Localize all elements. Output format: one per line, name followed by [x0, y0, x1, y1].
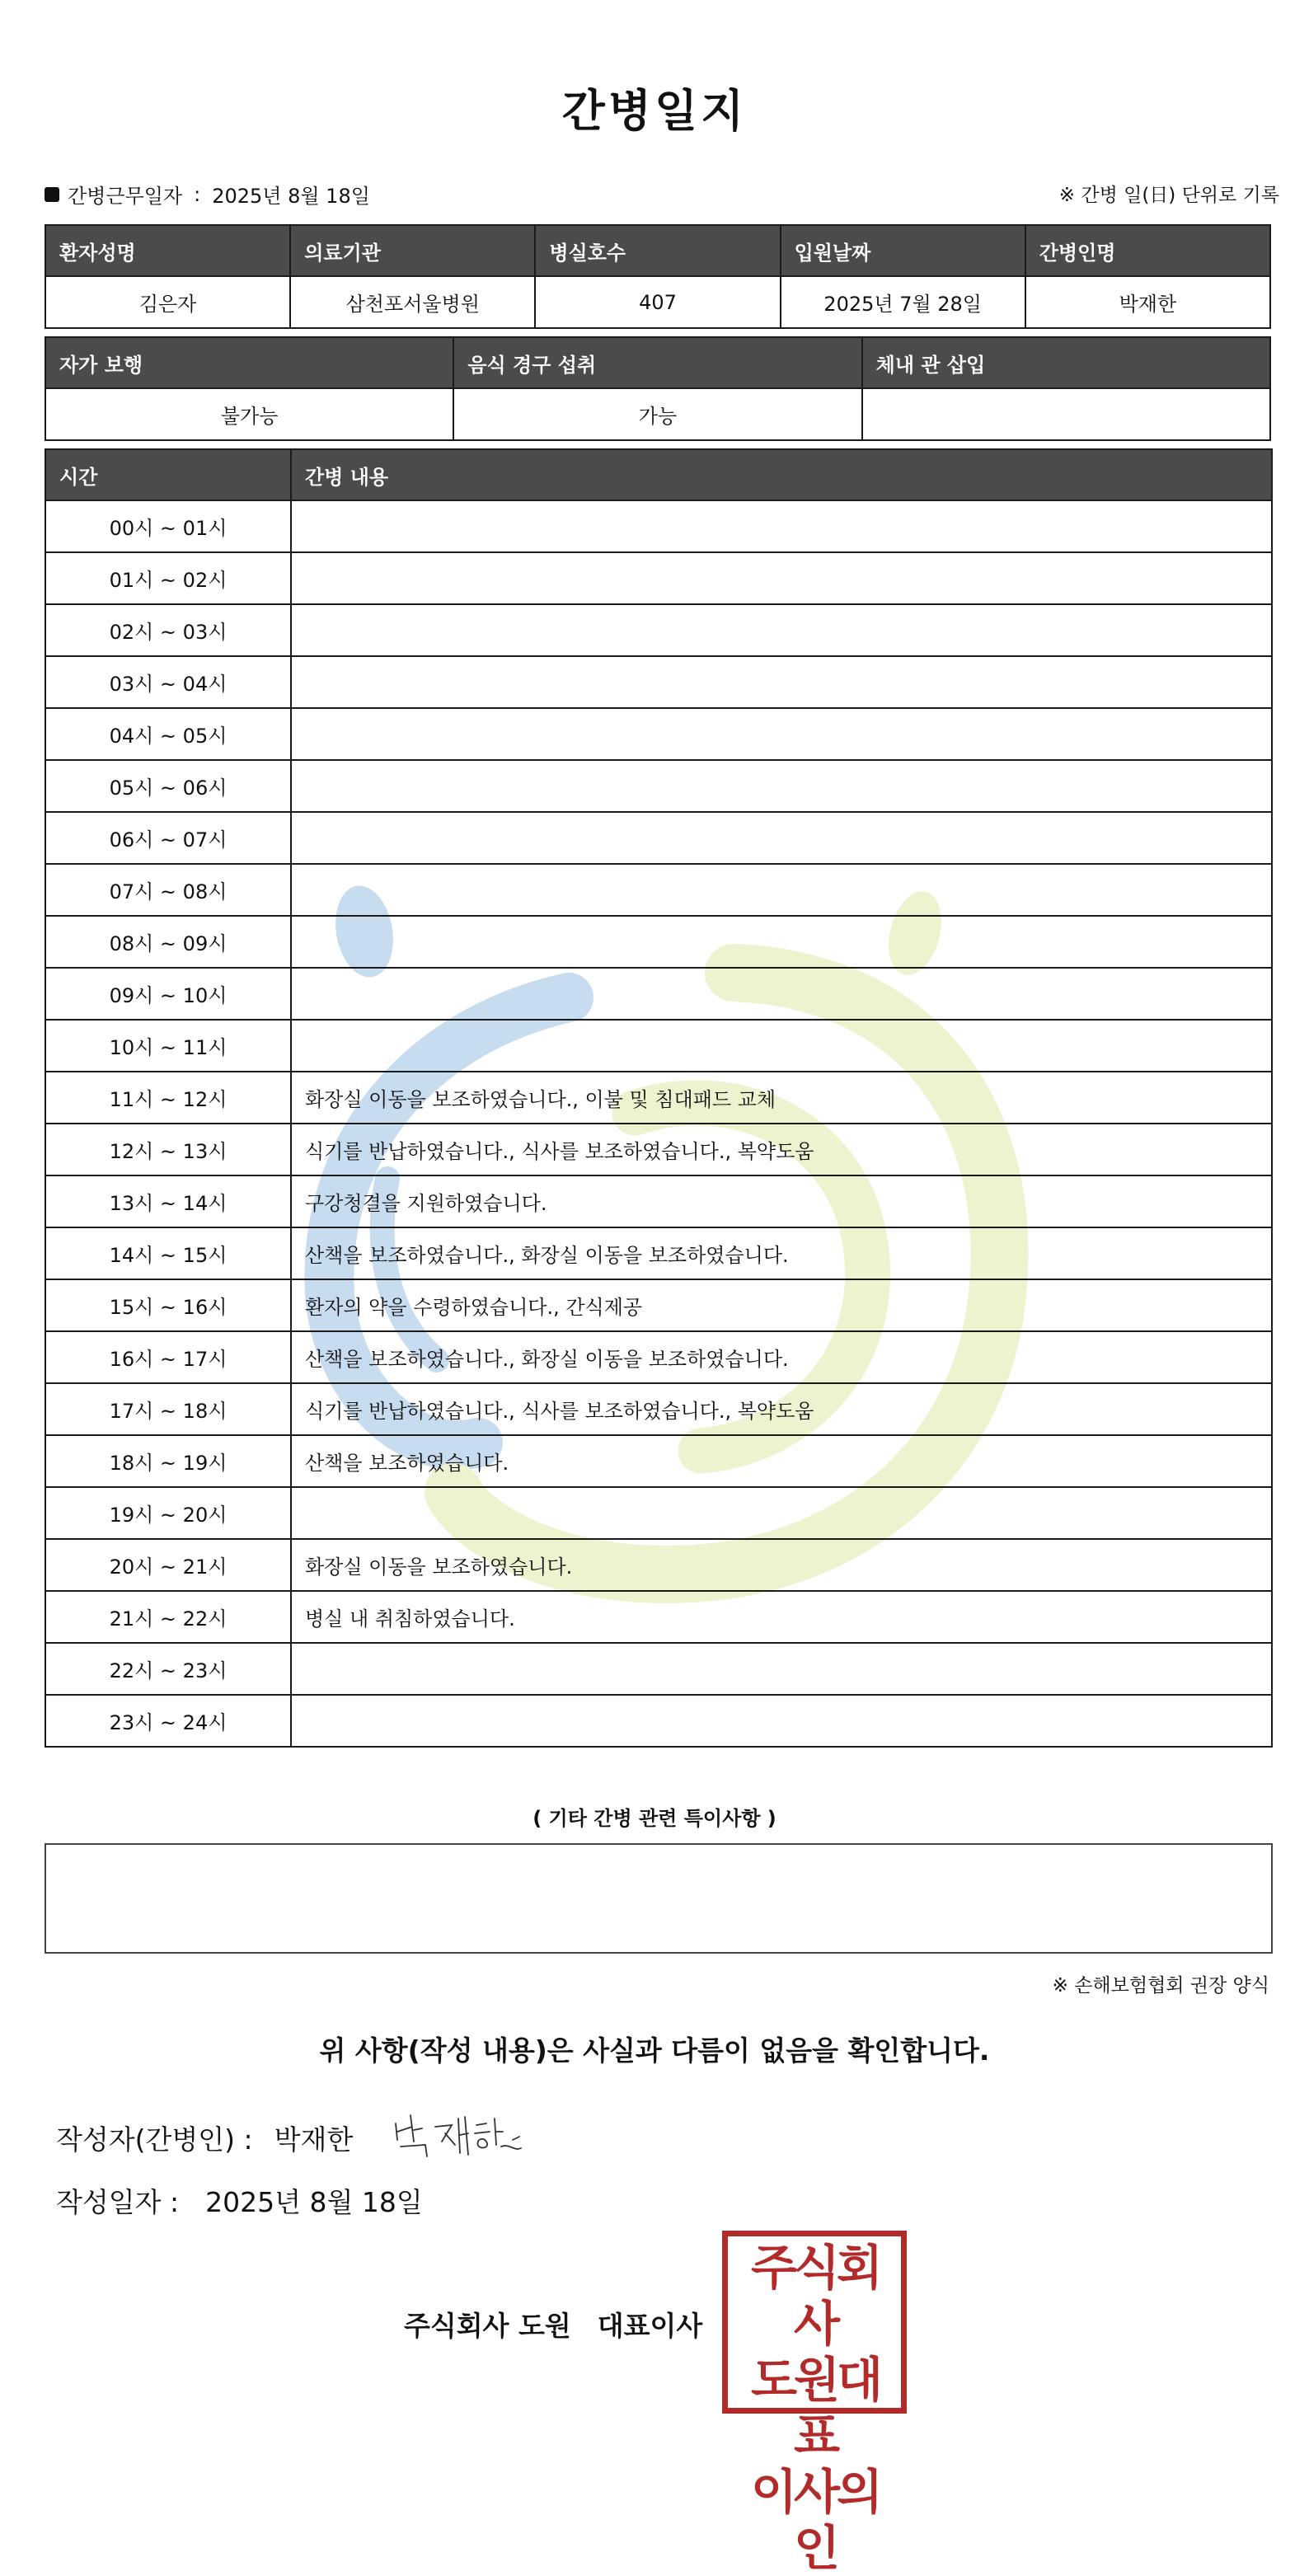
header-care-content: 간병 내용 [291, 449, 1272, 500]
log-row [45, 708, 1272, 760]
written-date-line [56, 2181, 423, 2220]
meta-row [45, 180, 1279, 213]
work-date-value: 2025년 8월 18일 [212, 185, 370, 208]
log-content: 화장실 이동을 보조하였습니다. [291, 1539, 1272, 1591]
handwritten-signature-icon [389, 2107, 537, 2165]
header-self-walking: 자가 보행 [45, 337, 453, 388]
tube-insertion-value [862, 388, 1270, 440]
log-row [45, 1695, 1272, 1747]
log-time: 06시 ~ 07시 [45, 812, 291, 864]
log-row [45, 1175, 1272, 1227]
hospital-name: 삼천포서울병원 [290, 276, 535, 328]
header-patient-name: 환자성명 [45, 225, 290, 276]
confirmation-statement: 위 사항(작성 내용)은 사실과 다름이 없음을 확인합니다. [319, 2034, 990, 2067]
log-time: 02시 ~ 03시 [45, 604, 291, 656]
log-row [45, 916, 1272, 968]
self-walking-value: 불가능 [45, 388, 453, 440]
seal-line: 도원대표 [750, 2352, 880, 2464]
log-row [45, 656, 1272, 708]
log-content: 식기를 반납하였습니다., 식사를 보조하였습니다., 복약도움 [291, 1124, 1272, 1175]
log-row [45, 1072, 1272, 1124]
log-row [45, 1539, 1272, 1591]
log-row [45, 760, 1272, 812]
log-content [291, 812, 1272, 864]
log-time: 23시 ~ 24시 [45, 1695, 291, 1747]
log-content [291, 1643, 1272, 1695]
log-time: 17시 ~ 18시 [45, 1383, 291, 1435]
log-content [291, 864, 1272, 916]
log-row [45, 968, 1272, 1020]
log-content [291, 968, 1272, 1020]
log-content: 산책을 보조하였습니다., 화장실 이동을 보조하였습니다. [291, 1331, 1272, 1383]
log-time: 14시 ~ 15시 [45, 1227, 291, 1279]
log-time: 09시 ~ 10시 [45, 968, 291, 1020]
company-seal-stamp [722, 2231, 907, 2576]
header-hospital: 의료기관 [290, 225, 535, 276]
log-row [45, 1020, 1272, 1072]
log-content: 병실 내 취침하였습니다. [291, 1591, 1272, 1643]
log-row [45, 1435, 1272, 1487]
log-content: 식기를 반납하였습니다., 식사를 보조하였습니다., 복약도움 [291, 1383, 1272, 1435]
log-row [45, 1643, 1272, 1695]
log-content [291, 708, 1272, 760]
special-notes-label: ( 기타 간병 관련 특이사항 ) [533, 1807, 776, 1830]
header-tube-insertion: 체내 관 삽입 [862, 337, 1270, 388]
log-time: 05시 ~ 06시 [45, 760, 291, 812]
log-row [45, 1331, 1272, 1383]
log-row [45, 812, 1272, 864]
log-content: 구강청결을 지원하였습니다. [291, 1175, 1272, 1227]
admission-date: 2025년 7월 28일 [781, 276, 1025, 328]
bullet-square-icon [45, 187, 59, 202]
log-row [45, 1227, 1272, 1279]
written-date-label: 작성일자 : [56, 2186, 180, 2218]
log-time: 16시 ~ 17시 [45, 1331, 291, 1383]
work-date-line [45, 180, 370, 209]
log-row [45, 500, 1272, 552]
patient-status-table [45, 336, 1271, 441]
log-content [291, 760, 1272, 812]
log-content [291, 604, 1272, 656]
log-content [291, 656, 1272, 708]
patient-name: 김은자 [45, 276, 290, 328]
log-content: 환자의 약을 수령하였습니다., 간식제공 [291, 1279, 1272, 1331]
log-time: 03시 ~ 04시 [45, 656, 291, 708]
log-time: 00시 ~ 01시 [45, 500, 291, 552]
room-number: 407 [535, 276, 780, 328]
log-time: 21시 ~ 22시 [45, 1591, 291, 1643]
log-time: 01시 ~ 02시 [45, 552, 291, 604]
header-oral-intake: 음식 경구 섭취 [453, 337, 861, 388]
log-time: 11시 ~ 12시 [45, 1072, 291, 1124]
header-caregiver-name: 간병인명 [1025, 225, 1270, 276]
seal-line: 주식회사 [750, 2240, 880, 2352]
log-row [45, 1124, 1272, 1175]
company-role: 대표이사 [597, 2310, 703, 2342]
log-row [45, 552, 1272, 604]
caregiver-name: 박재한 [1025, 276, 1270, 328]
log-row [45, 1279, 1272, 1331]
care-log-table [45, 448, 1273, 1748]
log-time: 15시 ~ 16시 [45, 1279, 291, 1331]
log-content: 산책을 보조하였습니다., 화장실 이동을 보조하였습니다. [291, 1227, 1272, 1279]
log-time: 20시 ~ 21시 [45, 1539, 291, 1591]
log-time: 07시 ~ 08시 [45, 864, 291, 916]
log-time: 19시 ~ 20시 [45, 1487, 291, 1539]
seal-text [733, 2240, 898, 2576]
writer-label: 작성자(간병인) : [56, 2123, 253, 2156]
document-title: 간병일지 [561, 85, 748, 137]
work-date-colon: : [194, 182, 201, 206]
log-content [291, 1020, 1272, 1072]
log-time: 13시 ~ 14시 [45, 1175, 291, 1227]
log-row [45, 1383, 1272, 1435]
log-time: 18시 ~ 19시 [45, 1435, 291, 1487]
header-time: 시간 [45, 449, 291, 500]
seal-line: 이사의인 [750, 2464, 880, 2576]
special-notes-box [45, 1843, 1273, 1954]
log-time: 12시 ~ 13시 [45, 1124, 291, 1175]
patient-info-table [45, 224, 1271, 329]
log-row [45, 1487, 1272, 1539]
company-signature-line [404, 2305, 702, 2344]
writer-name: 박재한 [274, 2123, 354, 2156]
log-content [291, 500, 1272, 552]
log-row [45, 604, 1272, 656]
header-room-number: 병실호수 [535, 225, 780, 276]
writer-line [56, 2119, 353, 2157]
log-row [45, 1591, 1272, 1643]
log-content [291, 1487, 1272, 1539]
work-date-label: 간병근무일자 [68, 185, 183, 208]
log-content: 산책을 보조하였습니다. [291, 1435, 1272, 1487]
log-time: 22시 ~ 23시 [45, 1643, 291, 1695]
log-time: 08시 ~ 09시 [45, 916, 291, 968]
log-content [291, 552, 1272, 604]
log-content [291, 916, 1272, 968]
oral-intake-value: 가능 [453, 388, 861, 440]
log-content: 화장실 이동을 보조하였습니다., 이불 및 침대패드 교체 [291, 1072, 1272, 1124]
header-admission-date: 입원날짜 [781, 225, 1025, 276]
log-content [291, 1695, 1272, 1747]
company-name: 주식회사 도원 [404, 2310, 571, 2342]
log-row [45, 864, 1272, 916]
log-time: 10시 ~ 11시 [45, 1020, 291, 1072]
form-source-note: ※ 손해보험협회 권장 양식 [1052, 1975, 1269, 1997]
written-date-value: 2025년 8월 18일 [205, 2186, 423, 2218]
unit-note: ※ 간병 일(日) 단위로 기록 [1058, 185, 1279, 206]
log-time: 04시 ~ 05시 [45, 708, 291, 760]
